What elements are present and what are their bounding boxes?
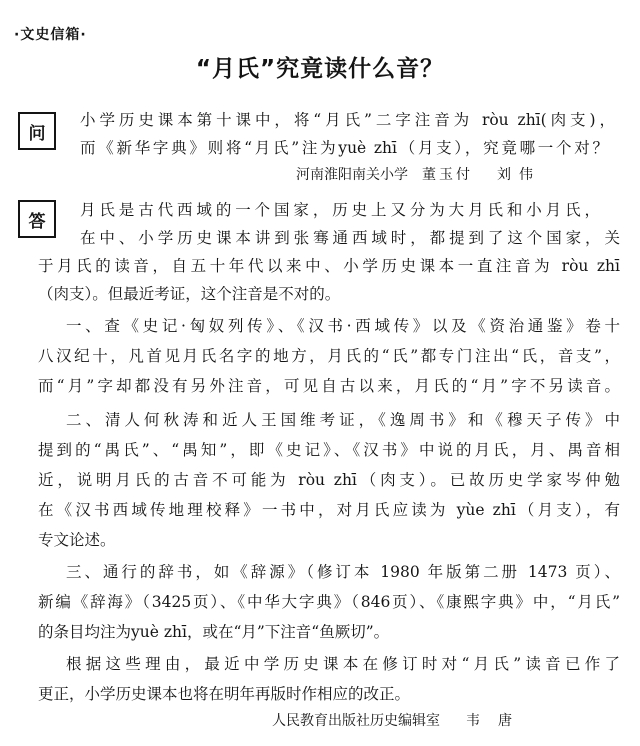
answer-line: 近，说明月氏的古音不可能为 ròu zhī（肉支）。已故历史学家岑仲勉 bbox=[38, 471, 620, 489]
question-mark-label: 问 bbox=[28, 123, 46, 144]
answer-line: 在中、小学历史课本讲到张骞通西域时，都提到了这个国家，关 bbox=[80, 229, 620, 247]
answer-line: 一、查《史记·匈奴列传》、《汉书·西域传》以及《资治通鉴》卷十 bbox=[66, 317, 620, 335]
answer-signature-org: 人民教育出版社历史编辑室 bbox=[272, 713, 440, 729]
answer-line: 提到的“禺氏”、“禺知”，即《史记》、《汉书》中说的月氏，月、禺音相 bbox=[38, 441, 620, 459]
answer-line: 的条目均注为yuè zhī，或在“月”下注音“鱼厥切”。 bbox=[38, 623, 390, 641]
question-signature-name: 董玉付 bbox=[422, 167, 473, 183]
article-title: “月氏”究竟读什么音？ bbox=[195, 56, 445, 82]
answer-line: 更正，小学历史课本也将在明年再版时作相应的改正。 bbox=[38, 685, 411, 703]
answer-line: 二、清人何秋涛和近人王国维考证，《逸周书》和《穆天子传》中 bbox=[66, 411, 620, 429]
answer-line: 根据这些理由，最近中学历史课本在修订时对“月氏”读音已作了 bbox=[66, 655, 620, 673]
answer-line: 在《汉书西域传地理校释》一书中，对月氏应读为 yùe zhī（月支），有 bbox=[38, 501, 620, 519]
answer-line: 而“月”字却都没有另外注音，可见自古以来，月氏的“月”字不另读音。 bbox=[38, 377, 620, 395]
answer-line: 新编《辞海》（3425页）、《中华大字典》（846页）、《康熙字典》中，“月氏” bbox=[38, 593, 620, 611]
answer-signature-name: 韦唐 bbox=[466, 713, 530, 729]
answer-mark-label: 答 bbox=[28, 211, 46, 232]
question-line: 小学历史课本第十课中，将“月氏”二字注音为 ròu zhī(肉支)， bbox=[80, 111, 615, 129]
answer-mark-box bbox=[18, 200, 56, 238]
answer-line: 八汉纪十，凡首见月氏名字的地方，月氏的“氏”都专门注出“氏，音支”， bbox=[38, 347, 620, 365]
question-mark-box bbox=[18, 112, 56, 150]
question-signature-org: 河南淮阳南关小学 bbox=[296, 167, 408, 183]
answer-line: （肉支）。但最近考证，这个注音是不对的。 bbox=[38, 285, 341, 303]
question-line: 而《新华字典》则将“月氏”注为yuè zhī（月支），究竟哪一个对？ bbox=[80, 139, 608, 157]
question-signature bbox=[296, 166, 541, 184]
column-tag: ·文史信箱· bbox=[14, 27, 87, 43]
answer-signature bbox=[272, 712, 530, 730]
answer-line: 三、通行的辞书，如《辞源》（修订本 1980 年版第二册 1473 页）、 bbox=[66, 563, 620, 581]
question-signature-name: 刘伟 bbox=[497, 167, 541, 183]
answer-line: 于月氏的读音，自五十年代以来中、小学历史课本一直注音为 ròu zhī bbox=[38, 257, 620, 275]
answer-line: 月氏是古代西域的一个国家，历史上又分为大月氏和小月氏， bbox=[80, 201, 600, 219]
answer-line: 专文论述。 bbox=[38, 531, 116, 549]
